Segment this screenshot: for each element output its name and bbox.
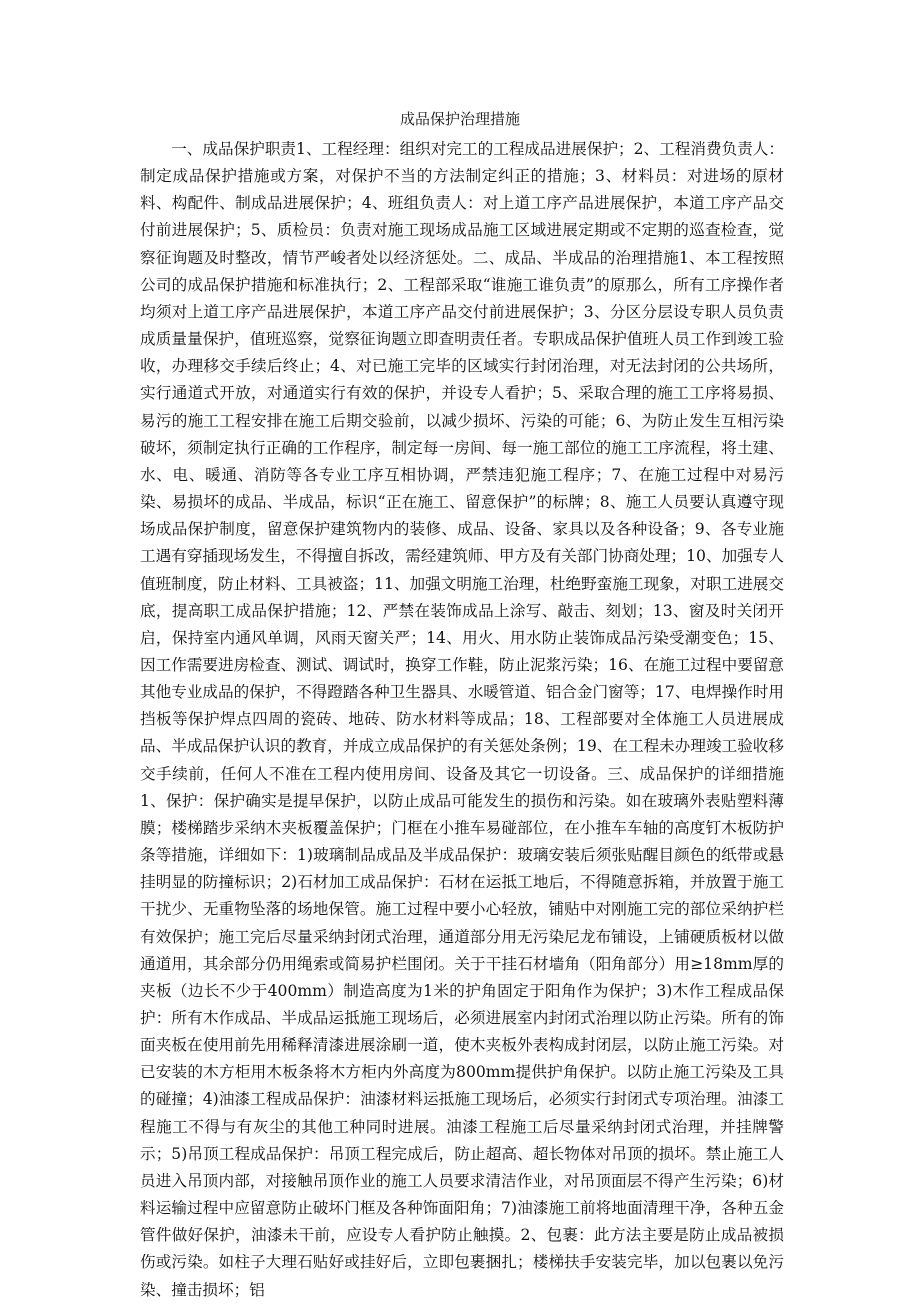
document-body: 一、成品保护职责1、工程经理：组织对完工的工程成品进展保护；2、工程消费负责人：制定成品保护措施或方案，对保护不当的方法制定纠正的措施；3、材料员：对进场的原材料、构配件、制成品进展保护；4、班组负责人：对上道工序产品进展保护，本道工序产品交付前进展保护；5、质检员：负责对施工现场成品施工区域进展定期或不定期的巡查检查，觉察征询题及时整改，情节严峻者处以经济惩处。二、成品、半成品的治理措施1、本工程按照公司的成品保护措施和标准执行；2、工程部采取“谁施工谁负责”的原那么，所有工序操作者均须对上道工序产品进展保护，本道工序产品交付前进展保护；3、分区分层设专职人员负责成质量量保护，值班巡察，觉察征询题立即查明责任者。专职成品保护值班人员工作到竣工验收，办理移交手续后终止；4、对已施工完毕的区域实行封闭治理，对无法封闭的公共场所，实行通道式开放，对通道实行有效的保护，并设专人看护；5、采取合理的施工工序将易损、易污的施工工程安排在施工后期交验前，以减少损坏、污染的可能；6、为防止发生互相污染破坏，须制定执行正确的工作程序，制定每一房间、每一施工部位的施工工序流程，将土建、水、电、暖通、消防等各专业工序互相协调，严禁违犯施工程序；7、在施工过程中对易污染、易损坏的成品、半成品，标识“正在施工、留意保护”的标牌；8、施工人员要认真遵守现场成品保护制度，留意保护建筑物内的装修、成品、设备、家具以及各种设备；9、各专业施工遇有穿插现场发生，不得擅自拆改，需经建筑师、甲方及有关部门协商处理；10、加强专人值班制度，防止材料、工具被盗；11、加强文明施工治理，杜绝野蛮施工现象，对职工进展交底，提高职工成品保护措施；12、严禁在装饰成品上涂写、敲击、刻划；13、窗及时关闭开启，保持室内通风单调，风雨天窗关严；14、用火、用水防止装饰成品污染受潮变色；15、因工作需要进房检查、测试、调试时，换穿工作鞋，防止泥浆污染；16、在施工过程中要留意其他专业成品的保护，不得蹬踏各种卫生器具、水暖管道、铝合金门窗等；17、电焊操作时用挡板等保护焊点四周的瓷砖、地砖、防水材料等成品；18、工程部要对全体施工人员进展成品、半成品保护认识的教育，并成立成品保护的有关惩处条例；19、在工程未办理竣工验收移交手续前，任何人不准在工程内使用房间、设备及其它一切设备。三、成品保护的详细措施1、保护：保护确实是提早保护，以防止成品可能发生的损伤和污染。如在玻璃外表贴塑料薄膜；楼梯踏步采纳木夹板覆盖保护；门框在小推车易碰部位，在小推车车轴的高度钉木板防护条等措施，详细如下：1)玻璃制品成品及半成品保护：玻璃安装后须张贴醒目颜色的纸带或悬挂明显的防撞标识；2)石材加工成品保护：石材在运抵工地后，不得随意拆箱，并放置于施工干扰少、无重物坠落的场地保管。施工过程中要小心轻放，铺贴中对刚施工完的部位采纳护栏有效保护；施工完后尽量采纳封闭式治理，通道部分用无污染尼龙布铺设，上铺硬质板材以做通道用，其余部分仍用绳索或简易护栏围闭。关于干挂石材墙角（阳角部分）用≥18mm厚的夹板（边长不少于400mm）制造高度为1米的护角固定于阳角作为保护；3)木作工程成品保护：所有木作成品、半成品运抵施工现场后，必须进展室内封闭式治理以防止污染。所有的饰面夹板在使用前先用稀释清漆进展涂刷一道，使木夹板外表构成封闭层，以防止施工污染。对已安装的木方柜用木板条将木方柜内外高度为800mm提供护角保护。以防止施工污染及工具的碰撞；4)油漆工程成品保护：油漆材料运抵施工现场后，必须实行封闭式专项治理。油漆工程施工不得与有灰尘的其他工种同时进展。油漆工程施工后尽量采纳封闭式治理，并挂牌警示；5)吊顶工程成品保护：吊顶工程完成后，防止超高、超长物体对吊顶的损坏。禁止施工人员进入吊顶内部，对接触吊顶作业的施工人员要求清洁作业，对吊顶面层不得产生污染；6)材料运输过程中应留意防止破坏门框及各种饰面阳角；7)油漆施工前将地面清理干净，各种五金管件做好保护，油漆未干前，应设专人看护防止触摸。2、包裹：此方法主要是防止成品被损伤或污染。如柱子大理石贴好或挂好后，立即包裹捆扎；楼梯扶手安装完毕，加以包裹以免污染、撞击损坏；铝 [140,140,784,1299]
document-title: 成品保护治理措施 [399,110,520,128]
